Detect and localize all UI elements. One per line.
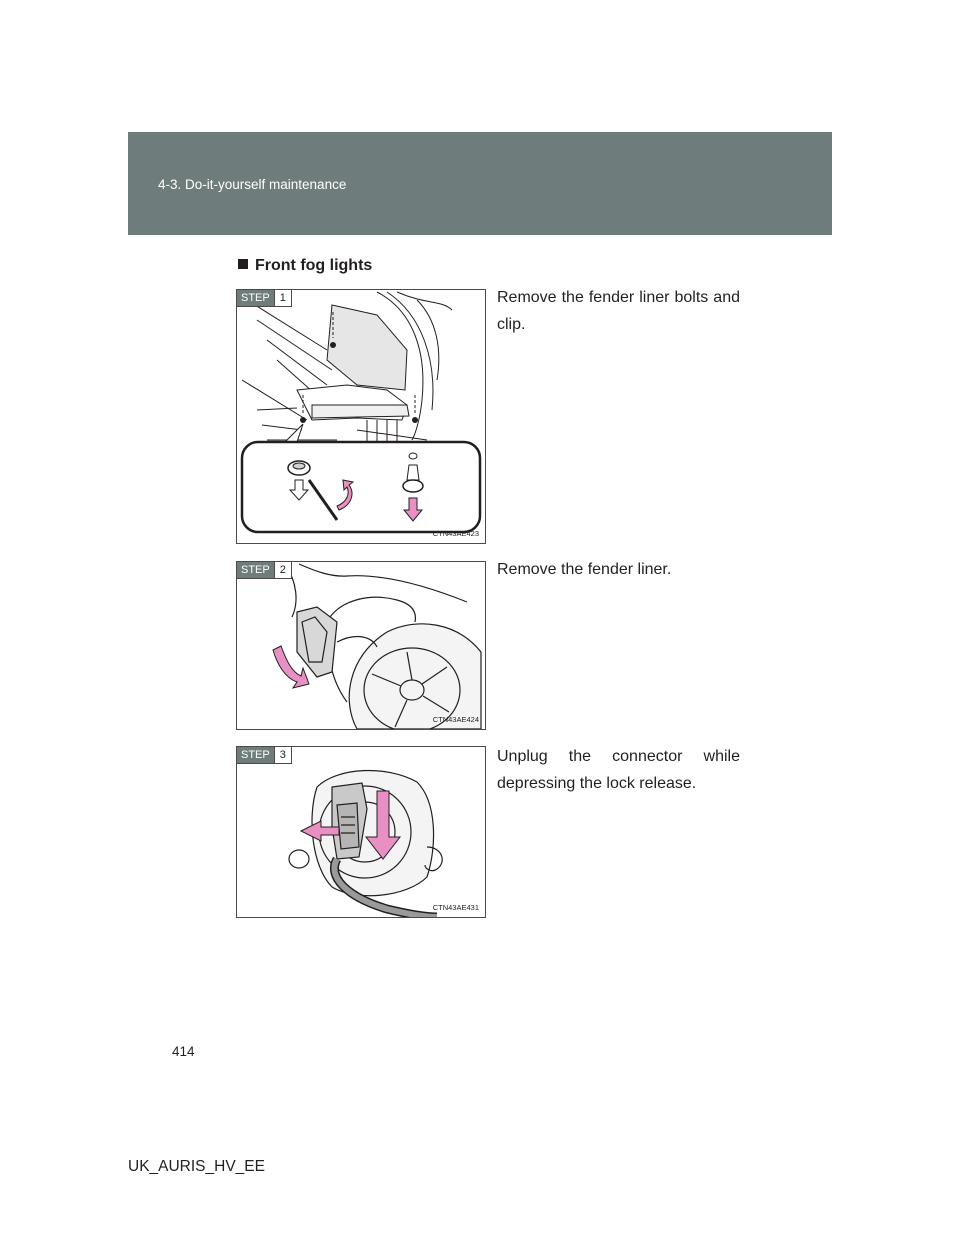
step-1-badge <box>237 290 292 307</box>
figure-code: CTN43AE424 <box>432 715 479 724</box>
step-number: 1 <box>274 290 291 306</box>
step-1-illustration <box>236 289 486 544</box>
figure-code: CTN43AE431 <box>432 903 479 912</box>
step-label: STEP <box>237 562 274 578</box>
connector-unplug-drawing <box>237 747 485 917</box>
step-2-illustration <box>236 561 486 730</box>
step-3-illustration <box>236 746 486 918</box>
step-1-text: Remove the fender liner bolts and clip. <box>497 289 740 333</box>
step-2-badge <box>237 562 292 579</box>
step-label: STEP <box>237 747 274 763</box>
chapter-title: 4-3. Do-it-yourself maintenance <box>158 177 347 192</box>
step-number: 3 <box>274 747 291 763</box>
chapter-header <box>128 132 832 235</box>
section-title-text: Front fog lights <box>255 257 373 274</box>
square-bullet-icon <box>238 259 248 269</box>
step-3-badge <box>237 747 292 764</box>
fender-liner-bolts-clip-drawing <box>237 290 485 543</box>
figure-code: CTN43AE423 <box>432 529 479 538</box>
step-label: STEP <box>237 290 274 306</box>
step-2-text: Remove the fender liner. <box>497 561 672 578</box>
fender-liner-removal-drawing <box>237 562 485 729</box>
page-number: 414 <box>172 1044 195 1059</box>
step-number: 2 <box>274 562 291 578</box>
footer-code: UK_AURIS_HV_EE <box>128 1158 265 1175</box>
section-title <box>238 257 372 275</box>
step-3-text: Unplug the connector while depressing the lock release. <box>497 748 740 792</box>
